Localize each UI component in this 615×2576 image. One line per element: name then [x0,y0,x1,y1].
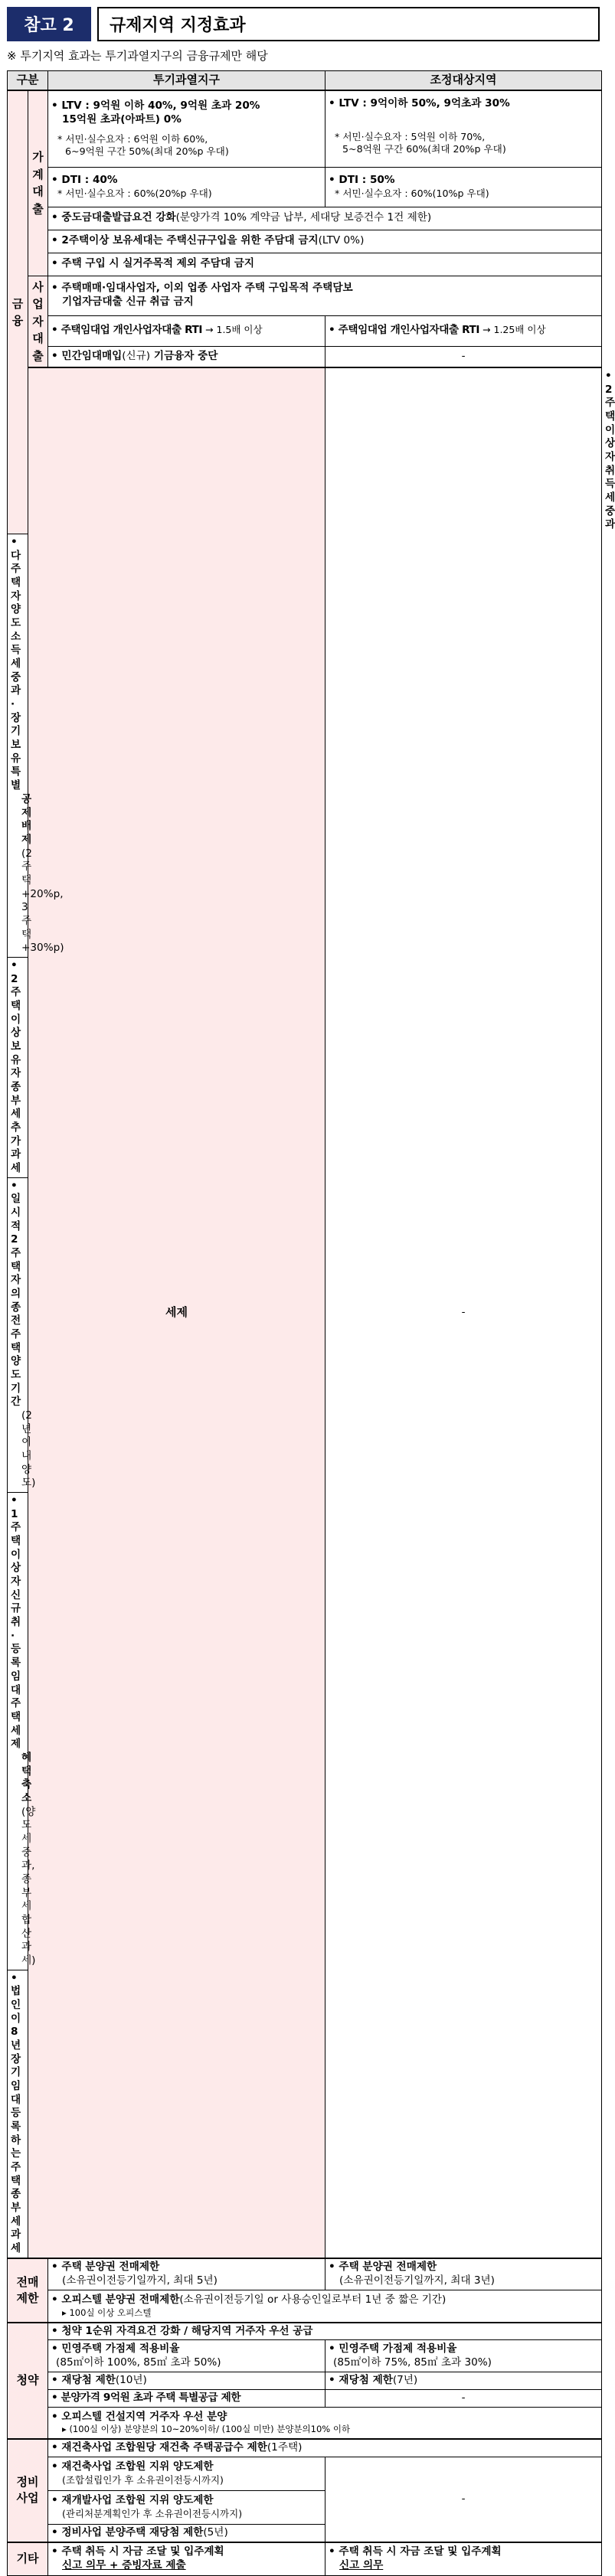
category-redevelop-label: 정비사업 [16,2475,39,2506]
rti1-normal: → 1.5배 이상 [202,324,263,336]
midpayment-normal: (분양가격 10% 계약금 납부, 세대당 보증건수 1건 제한) [175,211,432,224]
header-col1: 투기과열지구 [48,71,325,91]
rewin2-bold: • 재당첨 제한 [329,2374,393,2387]
table-row [8,253,602,276]
dti2-line: • DTI : 50% [329,173,395,186]
ltv-col1 [48,90,325,167]
dti-col1 [48,167,325,207]
table-row [8,2390,602,2408]
rebuild-member-a: • 재건축사업 조합원 지위 양도제한 [51,2460,214,2473]
rebuild-member-cell [48,2457,325,2490]
officetel-priority-b: ▸ (100실 이상) 분양분의 10~20%이하/ (100실 미만) 분양분의10% 이하 [62,2424,351,2435]
ltv1-line2: 15억원 초과(아파트) 0% [62,113,182,126]
etc-col1-a: • 주택 취득 시 자금 조달 및 입주계획 [51,2545,224,2558]
officetel-priority-a: • 오피스텔 건설지역 거주자 우선 분양 [51,2410,227,2423]
rebuild-member-b: (조합설립인가 후 소유권이전등시까지) [62,2474,224,2486]
officetel-resale-normal: (소유권이전등기일 or 사용승인일로부터 1년 중 짧은 기간) [179,2294,447,2307]
rebuild-supply-cell [48,2439,602,2457]
dti1-line: • DTI : 40% [51,173,118,186]
etc-col1 [48,2542,325,2576]
header-category: 구분 [8,71,48,91]
private-bold1: • 민간임대매입 [51,349,123,362]
tax-item-1-text: • 2주택 이상자 취득세 중과 [605,370,615,531]
private-score1-a: • 민영주택 가점제 적용비율 [51,2343,180,2356]
reference-badge-text: 참고 2 [24,16,74,35]
regulation-table [7,70,615,2576]
first-rank-text: • 청약 1순위 자격요건 강화 / 해당지역 거주자 우선 공급 [51,2324,313,2337]
table-row [8,315,602,346]
tax-item-2 [8,534,64,958]
rti-col2 [325,315,602,346]
tax-item-6 [8,1970,28,2258]
ltv1-note-a: * 서민·실수요자 : 6억원 이하 60%, [57,132,208,145]
rti-col1 [48,315,325,346]
etc-col2 [325,2542,602,2576]
resale-col2-a: • 주택 분양권 전매제한 [329,2261,437,2274]
dti1-note: * 서민·실수요자 : 60%(20%p 우대) [57,187,212,199]
ltv1-note-b: 6~9억원 구간 50%(최대 20%p 우대) [65,145,229,157]
special-supply-text: • 분양가격 9억원 초과 주택 특별공급 제한 [51,2392,241,2405]
rewin2-normal: (7년) [392,2374,418,2387]
ltv2-note-a: * 서민·실수요자 : 5억원 이하 70%, [335,130,486,142]
reference-badge [7,7,91,41]
table-row [8,2542,602,2576]
page-title-text: 규제지역 지정효과 [110,16,246,35]
rewin1-normal: (10년) [115,2374,147,2387]
dti2-note: * 서민·실수요자 : 60%(10%p 우대) [335,187,489,199]
private-score-col2 [325,2340,602,2372]
private-score-col1 [48,2340,325,2372]
ltv2-note-b: 5~8억원 구간 60%(최대 20%p 우대) [342,143,506,155]
table-row [8,2323,602,2340]
tax-item-4-normal: (2년이내 양도) [21,1409,36,1490]
category-finance-label: 금융 [11,296,24,328]
table-row [8,207,602,230]
tax-item-2-normal: (2주택+20%p, 3주택+30%p) [21,847,64,955]
table-row [8,230,602,253]
resale-col2-b: (소유권이전등기일까지, 최대 3년) [339,2274,495,2287]
table-row [8,367,602,534]
category-finance [8,90,28,534]
subcategory-household-label: 가계대출 [32,150,44,216]
table-row [8,2340,602,2372]
redevelop-rewin-bold: • 정비사업 분양주택 재당첨 제한 [51,2525,204,2538]
redevelop-rewin-cell [48,2524,325,2542]
table-row [8,2457,602,2490]
table-row [8,276,602,315]
officetel-resale-cell [48,2290,602,2323]
redev-member-b: (관리처분계획인가 후 소유권이전등시까지) [62,2508,243,2520]
rewin-col1 [48,2372,325,2390]
house-buy-text: • 주택 구입 시 실거주목적 제외 주담대 금지 [51,257,255,270]
rti2-normal: → 1.25배 이상 [479,324,546,336]
tax-item-5-text2: 혜택 축소 [21,1751,32,1804]
resale-col1-b: (소유권이전등기일까지, 최대 5년) [62,2274,218,2287]
officetel-resale-bold: • 오피스텔 분양권 전매제한 [51,2294,180,2307]
rewin-col2 [325,2372,602,2390]
midpayment-bold: • 중도금대출발급요건 강화 [51,211,176,224]
first-rank-cell [48,2323,602,2340]
tax-item-2-text2: 공제 배제 [21,792,32,846]
rebuild-supply-normal: (1주택) [267,2441,303,2454]
rewin1-bold: • 재당첨 제한 [51,2374,116,2387]
special-supply-col2: - [325,2390,602,2408]
private-bold2: 기금융자 중단 [150,349,218,362]
tax-item-3 [8,957,28,1177]
note-text: ※ 투기지역 효과는 투기과열지구의 금융규제만 해당 [7,49,268,63]
resale-col1-a: • 주택 분양권 전매제한 [51,2261,160,2274]
category-resale-label: 전매제한 [16,2274,39,2305]
business-loan-cell [48,276,602,315]
table-row [8,346,602,367]
rti2-bold: • 주택임대업 개인사업자대출 RTI [329,324,480,337]
tax-item-5-text: • 1주택이상자 신규 취·등록 임대주택 세제 [11,1494,21,1751]
ltv1-line1: • LTV : 9억원 이하 40%, 9억원 초과 20% [51,100,260,113]
resale-col1 [48,2258,325,2290]
two-house-normal: (LTV 0%) [318,234,365,247]
tax-item-5-normal: (양도세 중과, 종부세 합산과세) [21,1805,36,1967]
business-line1b: 기업자금대출 신규 취급 금지 [62,295,194,308]
etc-col1-b: 신고 의무 + 증빙자료 제출 [62,2558,186,2571]
category-tax: 세제 [28,367,325,2258]
private-score2-b: (85㎡이하 75%, 85㎡ 초과 30%) [333,2356,492,2369]
category-redevelop [8,2439,48,2542]
subcategory-business-label: 사업자대출 [32,279,44,363]
category-subscription: 청약 [8,2323,48,2440]
header-col2: 조정대상지역 [325,71,602,91]
table-row [8,2407,602,2439]
private-score2-a: • 민영주택 가점제 적용비율 [329,2343,457,2356]
ltv2-line1: • LTV : 9억이하 50%, 9억초과 30% [329,97,510,109]
officetel-resale-sub: ▸ 100실 이상 오피스텔 [62,2307,152,2318]
tax-item-4-text: • 일시적 2주택자의 종전주택 양도기간 [11,1179,21,1409]
redev-member-a: • 재개발사업 조합원 지위 양도제한 [51,2494,214,2507]
dti-col2 [325,167,602,207]
tax-item-2-text: • 다주택자 양도소득세 중과·장기보유특별 [11,536,21,792]
two-house-bold: • 2주택이상 보유세대는 주택신규구입을 위한 주담대 금지 [51,234,319,247]
rebuild-supply-bold: • 재건축사업 조합원당 재건축 주택공급수 제한 [51,2441,267,2454]
private-rental-col2: - [325,346,602,367]
tax-item-4 [8,1177,36,1492]
house-buy-cell [48,253,602,276]
table-header-row [8,71,602,91]
business-line1a: • 주택매매·임대사업자, 이외 업종 사업자 주택 구입목적 주택담보 [51,282,353,295]
table-row [8,2290,602,2323]
etc-col2-b: 신고 의무 [339,2558,384,2571]
private-rental-col1 [48,346,325,367]
table-row [8,167,602,207]
page-title [97,7,600,41]
table-row [8,2372,602,2390]
rti1-bold: • 주택임대업 개인사업자대출 RTI [51,324,203,337]
midpayment-cell [48,207,602,230]
officetel-priority-cell [48,2407,602,2439]
private-score1-b: (85㎡이하 100%, 85㎡ 초과 50%) [56,2356,221,2369]
etc-col2-a: • 주택 취득 시 자금 조달 및 입주계획 [329,2545,502,2558]
resale-col2 [325,2258,602,2290]
category-etc: 기타 [8,2542,48,2576]
subcategory-household [28,90,48,276]
redevelop-col2: - [325,2457,602,2542]
tax-item-5 [8,1493,36,1970]
subcategory-business [28,276,48,367]
category-resale [8,2258,48,2323]
private-normal: (신규) [122,349,151,362]
redevelop-rewin-normal: (5년) [203,2525,228,2538]
tax-item-6-text: • 법인이 8년 장기 임대등록하는 주택 종부세 과세 [11,1971,21,2255]
ltv-col2 [325,90,602,167]
special-supply-col1 [48,2390,325,2408]
table-row [8,2258,602,2290]
table-row [8,90,602,167]
redev-member-cell [48,2490,325,2524]
table-row [8,2439,602,2457]
two-house-cell [48,230,602,253]
tax-item-3-text: • 2주택이상 보유자 종부세 추가과세 [11,958,21,1174]
tax-col1: - [325,367,602,2258]
